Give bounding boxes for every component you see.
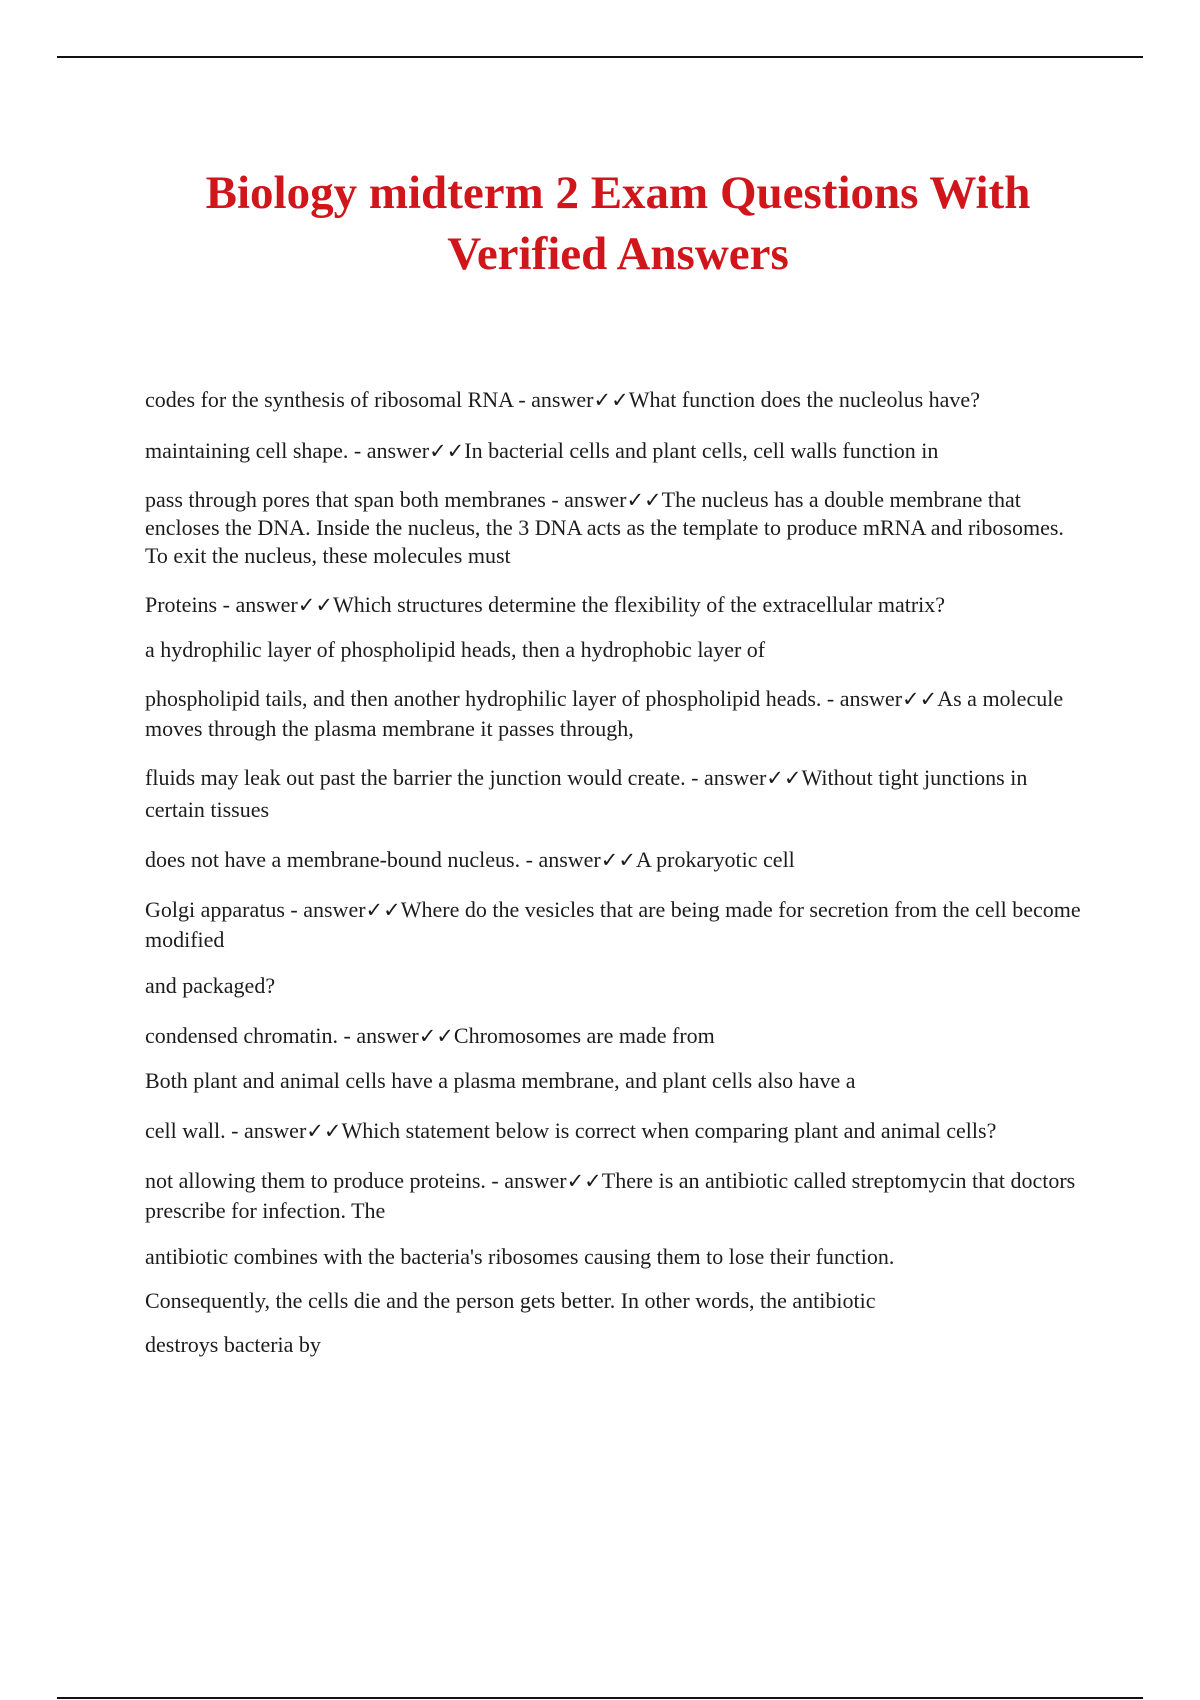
qa-paragraph	[145, 1020, 1090, 1052]
title-line-2: Verified Answers	[447, 228, 789, 280]
check-icon: ✓✓	[626, 488, 662, 512]
answer-text: condensed chromatin. -	[145, 1023, 357, 1048]
answer-text: does not have a membrane-bound nucleus. -	[145, 847, 539, 872]
text-paragraph	[145, 1329, 1090, 1360]
bottom-rule	[57, 1697, 1143, 1699]
question-text: Chromosomes are made from	[453, 1023, 715, 1048]
check-icon: ✓✓	[365, 898, 401, 922]
check-icon: ✓✓	[306, 1119, 342, 1143]
top-rule	[57, 56, 1143, 58]
answer-label: answer	[531, 387, 594, 412]
answer-text: phospholipid tails, and then another hydrophilic layer of phospholipid heads. -	[145, 686, 840, 711]
qa-paragraph	[145, 895, 1090, 954]
body-text: Consequently, the cells die and the person gets better. In other words, the antibiotic	[145, 1288, 876, 1313]
answer-text: Golgi apparatus -	[145, 897, 304, 922]
document-title	[100, 163, 1136, 285]
question-text: Without tight junctions in certain tissues	[145, 765, 1028, 822]
answer-label: answer	[303, 897, 366, 922]
check-icon: ✓✓	[566, 1169, 602, 1193]
answer-label: answer	[235, 592, 298, 617]
qa-paragraph	[145, 486, 1090, 570]
body-text: antibiotic combines with the bacteria's ribosomes causing them to lose their function.	[145, 1244, 895, 1269]
answer-label: answer	[366, 438, 430, 463]
answer-label: answer	[839, 686, 903, 711]
qa-paragraph	[145, 762, 1090, 825]
check-icon: ✓✓	[600, 848, 636, 872]
body-text: and packaged?	[145, 973, 276, 998]
check-icon: ✓✓	[766, 766, 802, 790]
answer-label: answer	[564, 487, 627, 512]
question-text: Which statement below is correct when comparing plant and animal cells?	[341, 1118, 997, 1143]
question-text: The nucleus has a double membrane that encloses the DNA. Inside the nucleus, the 3 DNA acts as the template to produce mRNA and ribosomes. To exit the nucleus, these molecules must	[145, 487, 1064, 568]
body-text: Both plant and animal cells have a plasma membrane, and plant cells also have a	[145, 1068, 856, 1093]
check-icon: ✓✓	[593, 388, 629, 412]
qa-paragraph	[145, 1166, 1090, 1225]
answer-text: fluids may leak out past the barrier the junction would create. -	[145, 765, 704, 790]
answer-label: answer	[538, 847, 601, 872]
answer-label: answer	[243, 1118, 307, 1143]
answer-label: answer	[703, 765, 767, 790]
question-text: In bacterial cells and plant cells, cell walls function in	[464, 438, 939, 463]
question-text: Which structures determine the flexibility of the extracellular matrix?	[332, 592, 946, 617]
answer-text: Proteins -	[145, 592, 236, 617]
qa-paragraph	[145, 684, 1090, 743]
answer-text: maintaining cell shape. -	[145, 438, 367, 463]
qa-paragraph	[145, 844, 1090, 876]
question-text: What function does the nucleolus have?	[628, 387, 980, 412]
answer-label: answer	[504, 1168, 567, 1193]
check-icon: ✓✓	[902, 687, 938, 711]
check-icon: ✓✓	[429, 439, 465, 463]
qa-paragraph	[145, 589, 1090, 621]
question-text: There is an antibiotic called streptomycin that doctors prescribe for infection. The	[145, 1168, 1076, 1223]
question-text: As a molecule moves through the plasma membrane it passes through,	[145, 686, 1064, 741]
qa-paragraph	[145, 1115, 1090, 1147]
question-text: A prokaryotic cell	[635, 847, 795, 872]
check-icon: ✓✓	[297, 593, 333, 617]
document-body	[145, 384, 1090, 1379]
title-line-1: Biology midterm 2 Exam Questions With	[205, 167, 1031, 219]
text-paragraph	[145, 1065, 1090, 1096]
answer-text: not allowing them to produce proteins. -	[145, 1168, 505, 1193]
answer-text: pass through pores that span both membranes -	[145, 487, 565, 512]
qa-paragraph	[145, 384, 1090, 416]
text-paragraph	[145, 1285, 1090, 1316]
answer-label: answer	[356, 1023, 419, 1048]
text-paragraph	[145, 970, 1090, 1001]
answer-text: codes for the synthesis of ribosomal RNA -	[145, 387, 532, 412]
qa-paragraph	[145, 435, 1090, 467]
body-text: destroys bacteria by	[145, 1332, 321, 1357]
check-icon: ✓✓	[418, 1024, 454, 1048]
body-text: a hydrophilic layer of phospholipid heads, then a hydrophobic layer of	[145, 637, 766, 662]
text-paragraph	[145, 634, 1090, 665]
answer-text: cell wall. -	[145, 1118, 244, 1143]
question-text: Where do the vesicles that are being made for secretion from the cell become modified	[145, 897, 1081, 952]
text-paragraph	[145, 1241, 1090, 1272]
